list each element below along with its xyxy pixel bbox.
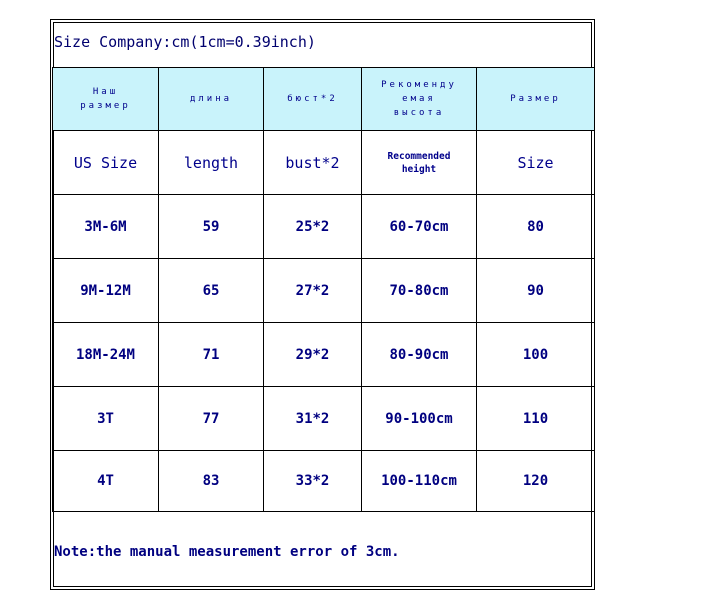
cell-size: 120 [477, 451, 595, 512]
cell-height: 90-100cm [362, 387, 477, 451]
header-label: Размер [510, 94, 561, 104]
header-cell-bust: bust*2 [264, 131, 362, 195]
cell-size: 80 [477, 195, 595, 259]
cell-length: 77 [159, 387, 264, 451]
header-cell-us-size: US Size [53, 131, 159, 195]
cell-height: 100-110cm [362, 451, 477, 512]
header-row-russian [53, 68, 595, 131]
cell-height: 70-80cm [362, 259, 477, 323]
header-cell [362, 68, 477, 131]
header-cell [477, 68, 595, 131]
cell-length: 83 [159, 451, 264, 512]
header-cell-recommended-height: Recommended height [362, 131, 477, 195]
cell-size: 110 [477, 387, 595, 451]
header-label: длина [189, 94, 233, 104]
header-cell [159, 68, 264, 131]
cell-bust: 33*2 [264, 451, 362, 512]
header-cell [264, 68, 362, 131]
cell-size: 100 [477, 323, 595, 387]
cell-us-size: 3M-6M [53, 195, 159, 259]
cell-us-size: 3T [53, 387, 159, 451]
cell-length: 71 [159, 323, 264, 387]
cell-bust: 27*2 [264, 259, 362, 323]
cell-height: 60-70cm [362, 195, 477, 259]
header-label: бюст*2 [287, 94, 338, 104]
header-cell-length: length [159, 131, 264, 195]
cell-height: 80-90cm [362, 323, 477, 387]
cell-us-size: 18M-24M [53, 323, 159, 387]
cell-length: 65 [159, 259, 264, 323]
cell-us-size: 9M-12M [53, 259, 159, 323]
cell-bust: 29*2 [264, 323, 362, 387]
cell-bust: 31*2 [264, 387, 362, 451]
table-row [53, 323, 595, 387]
header-row-english [53, 131, 595, 195]
header-label: Рекоменду емая высота [381, 80, 457, 118]
table-row [53, 451, 595, 512]
cell-length: 59 [159, 195, 264, 259]
measurement-note: Note:the manual measurement error of 3cm. [54, 544, 400, 560]
cell-size: 90 [477, 259, 595, 323]
header-label: Наш размер [80, 87, 131, 111]
size-table [52, 67, 595, 512]
header-cell [53, 68, 159, 131]
cell-us-size: 4T [53, 451, 159, 512]
table-row [53, 387, 595, 451]
size-chart-title: Size Company:cm(1cm=0.39inch) [54, 33, 316, 51]
table-row [53, 259, 595, 323]
header-cell-size: Size [477, 131, 595, 195]
cell-bust: 25*2 [264, 195, 362, 259]
table-row [53, 195, 595, 259]
